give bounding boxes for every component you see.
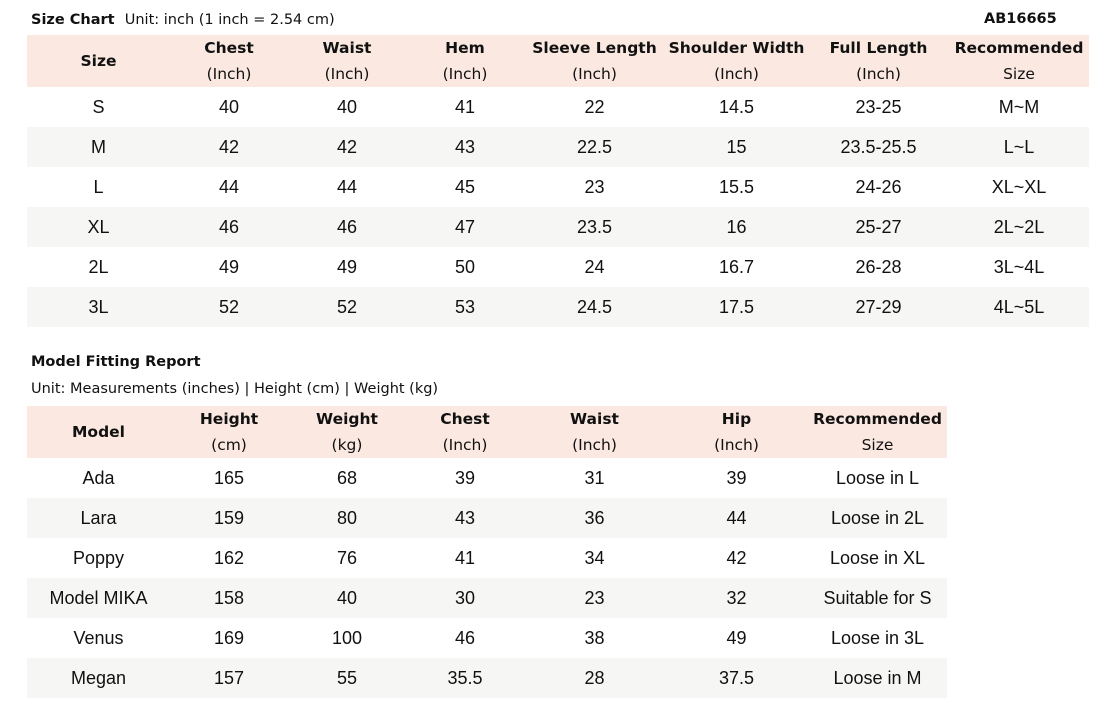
- model-report-cell: Loose in L: [835, 467, 920, 488]
- size-chart-cell: 49: [336, 256, 358, 277]
- model-report-cell: 43: [406, 498, 524, 538]
- size-chart-cell: 42: [288, 127, 406, 167]
- model-report-header-unit: (Inch): [714, 436, 759, 454]
- size-chart-cell: 4L~5L: [949, 287, 1089, 327]
- model-report-cell: 23: [524, 578, 665, 618]
- size-chart-cell: 47: [406, 207, 524, 247]
- model-report-header-label: Weight: [316, 410, 378, 428]
- model-report-cell: 100: [331, 627, 363, 648]
- size-chart-cell: 52: [288, 287, 406, 327]
- model-report-cell: Model MIKA: [27, 578, 170, 618]
- size-chart-header-label: Recommended: [954, 39, 1084, 57]
- model-report-cell: 68: [336, 467, 358, 488]
- size-chart-header-label: Chest: [204, 39, 254, 57]
- model-report-header-cell: [524, 406, 665, 458]
- model-report-row: [27, 538, 947, 578]
- model-report-cell: Suitable for S: [808, 578, 947, 618]
- size-chart-header-cell: [170, 35, 288, 87]
- size-chart-header-unit: (Inch): [572, 65, 617, 83]
- size-chart-row: [27, 247, 1089, 287]
- size-chart-header-label: Sleeve Length: [532, 39, 657, 57]
- model-report-header-cell: [808, 406, 947, 458]
- model-report-header-unit: (Inch): [442, 436, 488, 454]
- model-report-cell: 46: [454, 627, 476, 648]
- model-report-cell: 28: [524, 658, 665, 698]
- size-chart-cell: XL: [27, 207, 170, 247]
- size-chart-cell: 23: [584, 176, 605, 197]
- model-report-header-label: Model: [72, 423, 125, 441]
- size-chart-cell: 22.5: [524, 127, 665, 167]
- size-chart-cell: 15: [665, 127, 808, 167]
- size-chart-row: [27, 287, 1089, 327]
- model-report-cell: 165: [213, 467, 245, 488]
- model-report-cell: Loose in XL: [829, 547, 926, 568]
- size-chart-header-unit: (Inch): [714, 65, 759, 83]
- size-chart-cell: 3L: [27, 287, 170, 327]
- size-chart-cell: M~M: [998, 96, 1040, 117]
- model-report-cell: Venus: [73, 627, 124, 648]
- model-report-header-label: Waist: [570, 410, 619, 428]
- size-chart-cell: 43: [406, 127, 524, 167]
- size-chart-row: [27, 127, 1089, 167]
- model-report-header-row: [27, 406, 947, 458]
- model-report-header-label: Chest: [440, 410, 490, 428]
- size-chart-cell: 14.5: [718, 96, 755, 117]
- size-chart-header-unit: (Inch): [324, 65, 370, 83]
- size-chart-cell: S: [92, 96, 105, 117]
- model-report-header-cell: [27, 406, 170, 458]
- size-chart-cell: 24-26: [855, 176, 902, 197]
- size-chart-title: Size Chart: [31, 12, 115, 28]
- model-report-cell: 49: [726, 627, 747, 648]
- model-report-cell: 162: [213, 547, 245, 568]
- size-chart-unit: Unit: inch (1 inch = 2.54 cm): [124, 12, 335, 28]
- size-chart-cell: 3L~4L: [993, 256, 1045, 277]
- size-chart-header-row: [27, 35, 1089, 87]
- model-report-header-label: Hip: [721, 410, 752, 428]
- model-report-cell: 39: [454, 467, 476, 488]
- model-report-header-cell: [170, 406, 288, 458]
- model-report-header-label: Recommended: [813, 410, 942, 428]
- model-report-cell: 36: [524, 498, 665, 538]
- size-chart-cell: 52: [170, 287, 288, 327]
- model-report-unit: Unit: Measurements (inches) | Height (cm) | Weight (kg): [31, 381, 439, 397]
- size-chart-cell: 23.5-25.5: [808, 127, 949, 167]
- size-chart-header-label: Waist: [322, 39, 372, 57]
- size-chart-cell: 44: [218, 176, 240, 197]
- size-chart-cell: 49: [218, 256, 240, 277]
- size-chart-table: [27, 35, 1089, 327]
- size-chart-cell: 16.7: [718, 256, 755, 277]
- size-chart-header-cell: [27, 35, 170, 87]
- model-report-cell: Loose in 3L: [830, 627, 925, 648]
- size-chart-cell: 24: [584, 256, 605, 277]
- model-report-cell: Megan: [27, 658, 170, 698]
- model-report-header-unit: (cm): [211, 436, 247, 454]
- size-chart-cell: L: [93, 176, 104, 197]
- size-chart-header-unit: (Inch): [442, 65, 488, 83]
- size-chart-header-cell: [949, 35, 1089, 87]
- size-chart-row: [27, 167, 1089, 207]
- size-chart-cell: XL~XL: [991, 176, 1047, 197]
- size-chart-cell: 50: [454, 256, 476, 277]
- model-report-cell: 157: [170, 658, 288, 698]
- model-report-cell: 37.5: [665, 658, 808, 698]
- size-chart-header-unit: (Inch): [856, 65, 901, 83]
- size-chart-cell: 15.5: [718, 176, 755, 197]
- size-chart-header-cell: [406, 35, 524, 87]
- size-chart-cell: 16: [665, 207, 808, 247]
- model-report-row: [27, 658, 947, 698]
- model-report-cell: Poppy: [72, 547, 125, 568]
- size-chart-cell: 22: [584, 96, 605, 117]
- model-report-header-unit: (Inch): [572, 436, 617, 454]
- size-chart-row: [27, 207, 1089, 247]
- model-report-cell: 80: [288, 498, 406, 538]
- model-report-cell: 76: [336, 547, 358, 568]
- size-chart-header-label: Hem: [445, 39, 485, 57]
- size-chart-cell: 2L~2L: [949, 207, 1089, 247]
- size-chart-cell: M: [27, 127, 170, 167]
- model-report-cell: 38: [584, 627, 605, 648]
- size-chart-header-unit: (Inch): [206, 65, 252, 83]
- size-chart-header-label: Size: [80, 52, 117, 70]
- size-chart-header-label: Full Length: [829, 39, 928, 57]
- model-report-header-unit: (kg): [331, 436, 363, 454]
- size-chart-cell: 46: [288, 207, 406, 247]
- size-chart-cell: 23.5: [524, 207, 665, 247]
- model-report-cell: 159: [170, 498, 288, 538]
- model-fitting-table: [27, 406, 947, 698]
- model-report-row: [27, 458, 947, 498]
- model-report-cell: 44: [665, 498, 808, 538]
- size-chart-cell: 25-27: [808, 207, 949, 247]
- model-report-cell: Loose in 2L: [808, 498, 947, 538]
- size-chart-header-cell: [808, 35, 949, 87]
- size-chart-cell: L~L: [949, 127, 1089, 167]
- size-chart-cell: 42: [170, 127, 288, 167]
- size-chart-cell: 41: [454, 96, 476, 117]
- size-chart-cell: 46: [170, 207, 288, 247]
- model-report-cell: Lara: [27, 498, 170, 538]
- model-report-title: Model Fitting Report: [31, 354, 201, 370]
- model-report-header-cell: [288, 406, 406, 458]
- model-report-row: [27, 618, 947, 658]
- size-chart-heading: [31, 11, 335, 28]
- model-report-cell: 30: [406, 578, 524, 618]
- size-chart-cell: 26-28: [855, 256, 902, 277]
- size-chart-header-label: Shoulder Width: [668, 39, 805, 57]
- size-chart-header-cell: [665, 35, 808, 87]
- size-chart-cell: 24.5: [524, 287, 665, 327]
- model-report-row: [27, 498, 947, 538]
- size-chart-cell: 40: [218, 96, 240, 117]
- model-report-cell: 39: [726, 467, 747, 488]
- model-report-cell: 42: [726, 547, 747, 568]
- model-report-cell: 158: [170, 578, 288, 618]
- model-report-cell: 35.5: [406, 658, 524, 698]
- size-chart-header-cell: [524, 35, 665, 87]
- model-report-row: [27, 578, 947, 618]
- model-report-cell: 34: [584, 547, 605, 568]
- model-report-header-cell: [406, 406, 524, 458]
- size-chart-cell: 53: [406, 287, 524, 327]
- model-report-header-label: Height: [199, 410, 259, 428]
- model-report-cell: 32: [665, 578, 808, 618]
- size-chart-cell: 27-29: [808, 287, 949, 327]
- model-report-cell: 169: [213, 627, 245, 648]
- size-chart-cell: 40: [336, 96, 358, 117]
- model-report-cell: 31: [584, 467, 605, 488]
- model-report-cell: 55: [288, 658, 406, 698]
- size-chart-cell: 17.5: [665, 287, 808, 327]
- size-chart-cell: 44: [336, 176, 358, 197]
- size-chart-row: [27, 87, 1089, 127]
- model-report-header-cell: [665, 406, 808, 458]
- model-report-cell: Loose in M: [808, 658, 947, 698]
- model-report-cell: Ada: [82, 467, 115, 488]
- model-report-cell: 40: [288, 578, 406, 618]
- model-report-header-unit: Size: [861, 436, 894, 454]
- size-chart-header-unit: Size: [1003, 65, 1035, 83]
- size-chart-cell: 45: [454, 176, 476, 197]
- size-chart-cell: 2L: [88, 256, 109, 277]
- model-report-cell: 41: [454, 547, 476, 568]
- size-chart-cell: 23-25: [855, 96, 902, 117]
- product-code: AB16665: [984, 11, 1057, 27]
- size-chart-header-cell: [288, 35, 406, 87]
